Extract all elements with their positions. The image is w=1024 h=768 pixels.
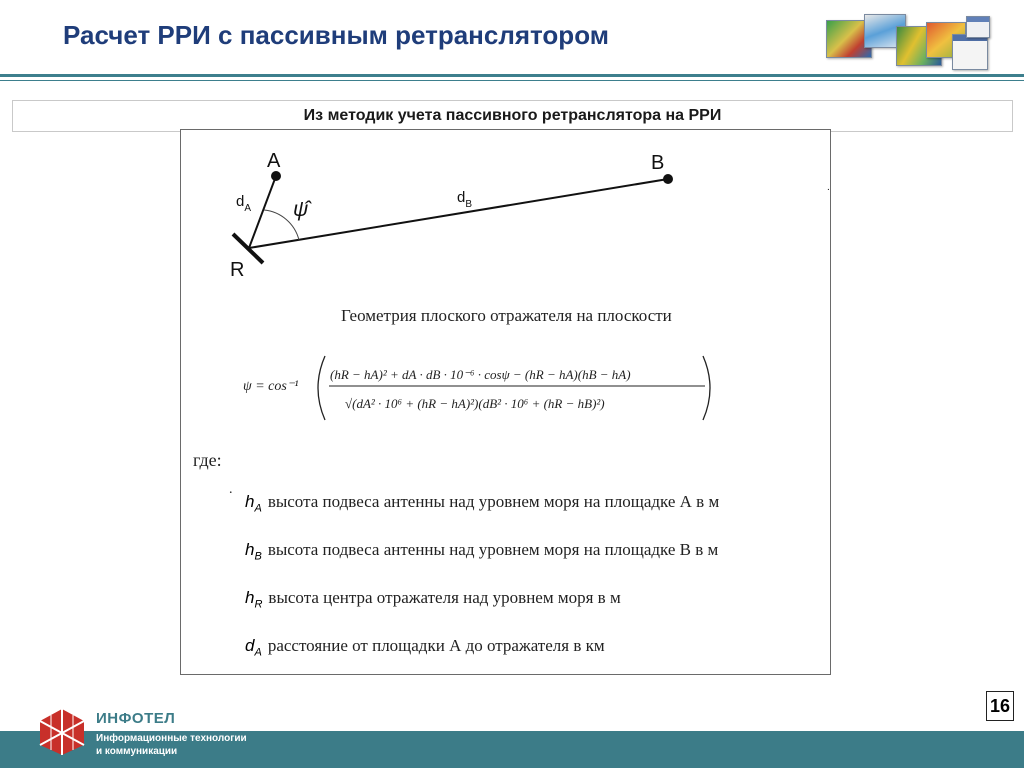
definition-symbol: $d_A$ [245,636,262,659]
definition-item [245,540,719,588]
formula-numerator: (hR − hA)² + dA · dB · 10⁻⁶ · cosψ − (hR − hA)(hB − hA) [330,367,631,382]
point-b-dot [663,174,673,184]
definition-text: расстояние от площадки А до отражателя в км [267,636,605,655]
point-b-label: B [651,152,665,174]
slide-title: Расчет РРИ с пассивным ретранслятором [63,20,609,50]
definition-text: высота центра отражателя над уровнем моря в м [268,588,621,607]
slide-subtitle: Из методик учета пассивного ретранслятора на РРИ [303,107,722,124]
formula-right-paren [703,356,710,420]
definition-symbol: $h_B$ [245,540,262,563]
infotel-logo-icon [36,707,88,757]
thumbnail-window [952,34,988,70]
company-tagline: Информационные технологии и коммуникации [96,733,247,757]
subtitle-box [12,100,1013,132]
definitions-list [245,492,719,675]
page-number: 16 [986,691,1014,721]
distance-a-label: $d_A$ [236,193,252,214]
definition-item [245,492,719,540]
point-r-label: R [230,259,245,281]
distance-b-label: $d_B$ [457,189,473,210]
formula-lhs: ψ = cos⁻¹ [243,379,299,394]
definition-text: высота подвеса антенны над уровнем моря на площадке А в м [267,492,720,511]
thumbnail-small [966,16,990,38]
header-rule-thin [0,80,1024,81]
formula-left-paren [318,356,325,420]
scanned-figure [180,129,831,675]
definition-text: высота подвеса антенны над уровнем моря на площадке В в м [267,540,719,559]
definition-item [245,636,719,675]
company-name: ИНФОТЕЛ [96,710,176,727]
where-label: где: [193,450,222,470]
screenshot-thumbnails [826,12,990,74]
figure-caption: Геометрия плоского отражателя на плоскости [341,306,672,325]
bullet-dot: . [229,482,233,497]
point-a-dot [271,171,281,181]
angle-psi-label: ψ̂ [293,198,309,221]
point-a-label: A [267,150,281,172]
definition-item [245,588,719,636]
formula-denominator: √(dA² · 10⁶ + (hR − hA)²)(dB² · 10⁶ + (hR − hB)²) [345,396,605,411]
stray-mark: . [827,182,830,193]
definition-symbol: $h_R$ [245,588,263,611]
definition-symbol: $h_A$ [245,492,262,515]
header-rule-thick [0,74,1024,77]
